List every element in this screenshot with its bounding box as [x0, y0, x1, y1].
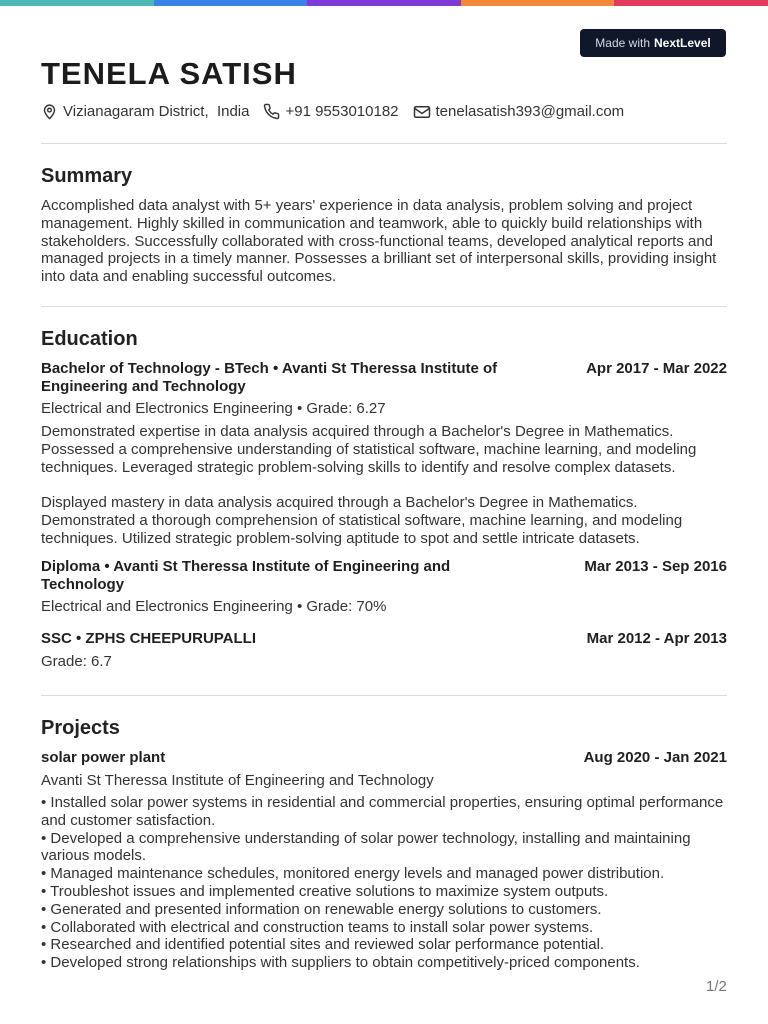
- accent-segment-orange: [461, 0, 615, 6]
- project-bullet: • Installed solar power systems in residential and commercial properties, ensuring optimal performance and customer satisfaction.: [41, 794, 724, 829]
- location-text: Vizianagaram District, India: [63, 103, 250, 120]
- location-pin-icon: [41, 103, 58, 120]
- divider: [41, 306, 727, 307]
- education-subtitle: Grade: 6.7: [41, 653, 112, 670]
- education-title: Bachelor of Technology - BTech • Avanti St Theressa Institute of Engineering and Technology: [41, 360, 498, 395]
- candidate-name: TENELA SATISH: [41, 56, 297, 91]
- badge-brand: NextLevel: [654, 36, 711, 50]
- project-bullet: • Developed a comprehensive understanding of solar power technology, installing and maintaining various models.: [41, 829, 691, 865]
- page-number: 1/2: [706, 978, 727, 995]
- phone-item[interactable]: [263, 103, 398, 120]
- project-bullet: • Researched and identified potential sites and reviewed solar performance potential.: [41, 936, 605, 954]
- education-entry-header: [41, 630, 727, 648]
- accent-segment-blue: [154, 0, 308, 6]
- education-subtitle: Electrical and Electronics Engineering • Grade: 6.27: [41, 400, 386, 417]
- email-text: tenelasatish393@gmail.com: [435, 103, 625, 120]
- project-organization: Avanti St Theressa Institute of Engineering and Technology: [41, 772, 434, 789]
- education-dates: Mar 2012 - Apr 2013: [586, 630, 727, 647]
- phone-icon: [263, 103, 280, 120]
- accent-segment-red: [614, 0, 768, 6]
- summary-text: Accomplished data analyst with 5+ years' experience in data analysis, problem solving and project management. Highly skilled in communication and teamwork, able to quickly build relationships with stakeholders. Successfully collaborated with cross-functional teams, developed analytical reports and managed projects in a timely manner. Possesses a brilliant set of interpersonal skills, providing insight into data and enabling successful outcomes.: [41, 197, 717, 286]
- education-subtitle: Electrical and Electronics Engineering • Grade: 70%: [41, 598, 387, 615]
- education-entry-header: [41, 360, 727, 396]
- education-title: Diploma • Avanti St Theressa Institute of Engineering and Technology: [41, 558, 451, 593]
- divider: [41, 695, 727, 696]
- envelope-icon: [413, 104, 431, 120]
- divider: [41, 143, 727, 144]
- accent-bar: [0, 0, 768, 6]
- education-dates: Apr 2017 - Mar 2022: [586, 360, 727, 377]
- education-description: Demonstrated expertise in data analysis acquired through a Bachelor's Degree in Mathematics. Possessed a comprehensive understanding of statistical software, machine learning, and modeling techniques. Leveraged strategic problem-solving skills to identify and resolve complex datasets.: [41, 423, 697, 476]
- education-title: SSC • ZPHS CHEEPURUPALLI: [41, 630, 256, 647]
- contact-line: [41, 103, 638, 120]
- education-entry-header: [41, 558, 727, 594]
- project-bullet: • Generated and presented information on renewable energy solutions to customers.: [41, 900, 602, 918]
- project-bullet-list: [41, 794, 727, 972]
- made-with-badge[interactable]: [580, 29, 726, 57]
- project-dates: Aug 2020 - Jan 2021: [583, 749, 727, 766]
- phone-text: +91 9553010182: [285, 103, 399, 120]
- project-bullet: • Managed maintenance schedules, monitored energy levels and managed power distribution.: [41, 865, 665, 883]
- summary-heading: Summary: [41, 165, 133, 187]
- project-entry-header: [41, 749, 727, 767]
- project-bullet: • Developed strong relationships with suppliers to obtain competitively-priced components.: [41, 954, 640, 972]
- location-item: [41, 103, 249, 120]
- accent-segment-purple: [307, 0, 461, 6]
- education-dates: Mar 2013 - Sep 2016: [584, 558, 727, 575]
- education-heading: Education: [41, 328, 138, 350]
- email-item[interactable]: [413, 103, 625, 120]
- accent-segment-teal: [0, 0, 154, 6]
- project-bullet: • Troubleshot issues and implemented creative solutions to maximize system outputs.: [41, 882, 609, 900]
- projects-heading: Projects: [41, 717, 120, 739]
- project-bullet: • Collaborated with electrical and construction teams to install solar power systems.: [41, 918, 594, 936]
- badge-prefix: Made with: [595, 36, 650, 50]
- education-description: Displayed mastery in data analysis acquired through a Bachelor's Degree in Mathematics. Demonstrated a thorough comprehension of statistical software, machine learning, and modeling techniques. Utilized strategic problem-solving aptitude to spot and settle intricate datasets.: [41, 494, 683, 547]
- project-title: solar power plant: [41, 749, 166, 766]
